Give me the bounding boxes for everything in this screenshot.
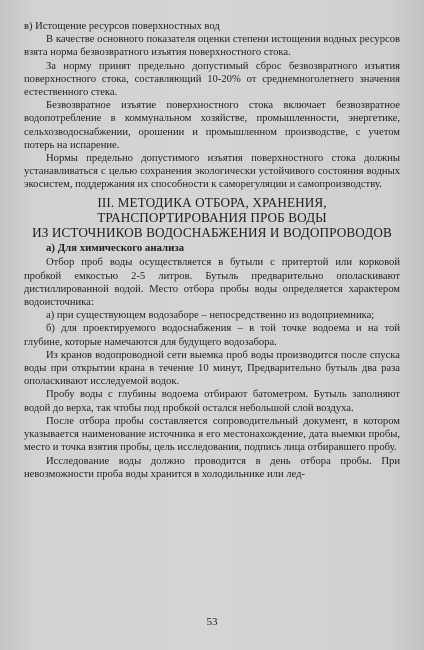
subheading: а) Для химического анализа bbox=[46, 242, 185, 255]
section-heading-line: ТРАНСПОРТИРОВАНИЯ ПРОБ ВОДЫ bbox=[97, 209, 327, 225]
paragraph: Пробу воды с глубины водоема отбирают батометром. Бутыль заполняют водой до верха, так чтобы под пробкой остался небольшой слой воздуха. bbox=[24, 389, 400, 414]
section-heading-line: III. МЕТОДИКА ОТБОРА, ХРАНЕНИЯ, bbox=[97, 194, 327, 210]
list-item-c: в) Истощение ресурсов поверхностных вод bbox=[24, 21, 220, 32]
paragraph: Отбор проб воды осуществляется в бутыли с притертой или корковой пробкой емкостью 2-5 литров. Бутыль предварительно ополаскивают дистиллированной водой. Место отбора пробы воды определяется характером водоисточника: bbox=[24, 257, 400, 309]
page-body bbox=[24, 20, 400, 481]
paragraph: Исследование воды должно проводится в день отбора пробы. При невозможности проба воды хранится в холодильнике или лед- bbox=[24, 455, 400, 480]
list-item-b: б) для проектируемого водоснабжения – в той точке водоема и на той глубине, которые намечаются для будущего водозабора. bbox=[24, 323, 400, 348]
list-item-a: а) при существующем водозаборе – непосредственно из водоприемника; bbox=[46, 310, 375, 322]
paragraph: В качестве основного показателя оценки степени истощения водных ресурсов взята норма безвозвратного изъятия поверхностного стока. bbox=[24, 34, 400, 59]
paragraph: За норму принят предельно допустимый сброс безвозвратного изъятия поверхностного стока, составляющий 10-20% от среднемноголетнего значения естественного стека. bbox=[24, 60, 400, 99]
paragraph: Безвозвратное изъятие поверхностного стока включает безвозвратное водопотребление в коммунальном хозяйстве, промышленности, энергетике, сельхозводоснабжении, орошении и промышленном производстве, с учетом потерь на испарение. bbox=[24, 100, 400, 151]
page-number: 53 bbox=[206, 616, 218, 628]
section-heading-line: ИЗ ИСТОЧНИКОВ ВОДОСНАБЖЕНИЯ И ВОДОПРОВОДОВ bbox=[32, 225, 392, 241]
paragraph: Из кранов водопроводной сети выемка проб воды производится после спуска воды при открытии крана в течение 10 минут, Предварительно бутыль два раза ополаскивают исследуемой водок. bbox=[24, 349, 400, 388]
section-heading bbox=[24, 195, 400, 241]
paragraph: После отбора пробы составляется сопроводительный документ, в котором указывается наименование источника я его местонахождение, дата выемки пробы, место и точка взятия пробы, цель исследования, подпись лица отбиравшего пробу. bbox=[24, 415, 400, 454]
paragraph: Нормы предельно допустимого изъятия поверхностного стока должны устанавливаться с целью сохранения экологически устойчивого состояния водных экосистем, поддержания их способности к саморегуляции и самопроизводству. bbox=[24, 153, 400, 191]
